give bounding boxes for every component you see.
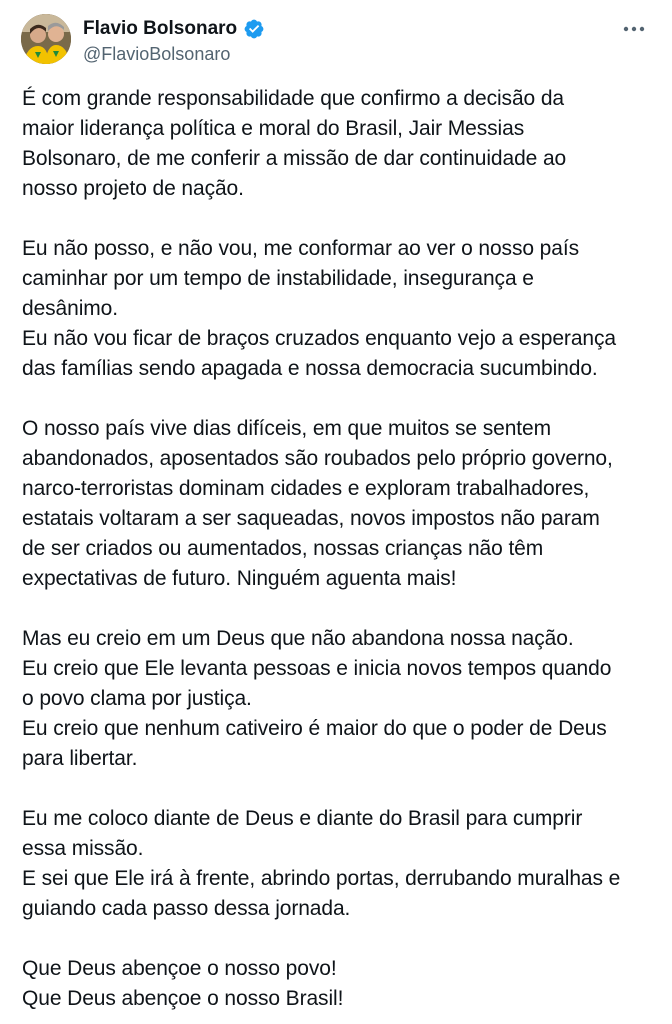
tweet-paragraph [22, 84, 654, 204]
tweet-paragraph [22, 954, 654, 1014]
tweet-line: maior liderança política e moral do Brasil, Jair Messias [22, 117, 525, 140]
tweet-paragraph [22, 624, 654, 774]
tweet-line: desânimo. [22, 297, 118, 320]
tweet-line: Bolsonaro, de me conferir a missão de dar continuidade ao [22, 147, 567, 170]
user-handle[interactable]: @FlavioBolsonaro [83, 44, 231, 64]
tweet-line: essa missão. [22, 837, 144, 860]
tweet-line: das famílias sendo apagada e nossa democracia sucumbindo. [22, 357, 598, 380]
tweet-line: para libertar. [22, 747, 138, 770]
tweet-line: Que Deus abençoe o nosso Brasil! [22, 987, 344, 1010]
tweet-line: caminhar por um tempo de instabilidade, insegurança e [22, 267, 534, 290]
tweet-line: Eu não vou ficar de braços cruzados enquanto vejo a esperança [22, 327, 616, 350]
more-options-button[interactable] [617, 18, 651, 40]
tweet-line: nosso projeto de nação. [22, 177, 244, 200]
tweet-line: expectativas de futuro. Ninguém aguenta mais! [22, 567, 457, 590]
tweet-line: guiando cada passo dessa jornada. [22, 897, 351, 920]
tweet-paragraph [22, 804, 654, 924]
tweet-line: E sei que Ele irá à frente, abrindo portas, derrubando muralhas e [22, 867, 621, 890]
display-name[interactable]: Flavio Bolsonaro [83, 18, 238, 39]
tweet-line: É com grande responsabilidade que confirmo a decisão da [22, 87, 565, 110]
tweet-line: estatais voltaram a ser saqueadas, novos impostos não param [22, 507, 600, 530]
tweet-line: de ser criados ou aumentados, nossas crianças não têm [22, 537, 544, 560]
more-options-icon [623, 26, 645, 32]
tweet-line: Eu creio que Ele levanta pessoas e inicia novos tempos quando [22, 657, 612, 680]
paragraph-gap [22, 774, 654, 804]
avatar[interactable] [21, 14, 71, 64]
tweet-header [21, 14, 651, 66]
tweet-text [22, 84, 654, 1014]
tweet-line: Que Deus abençoe o nosso povo! [22, 957, 337, 980]
paragraph-gap [22, 594, 654, 624]
tweet-line: O nosso país vive dias difíceis, em que muitos se sentem [22, 417, 551, 440]
tweet-paragraph [22, 414, 654, 594]
verified-badge-icon [243, 18, 265, 40]
tweet-line: Eu não posso, e não vou, me conformar ao ver o nosso país [22, 237, 579, 260]
paragraph-gap [22, 384, 654, 414]
tweet-line: Eu creio que nenhum cativeiro é maior do que o poder de Deus [22, 717, 607, 740]
tweet-paragraph [22, 234, 654, 384]
tweet-line: abandonados, aposentados são roubados pelo próprio governo, [22, 447, 613, 470]
paragraph-gap [22, 204, 654, 234]
tweet-line: narco-terroristas dominam cidades e exploram trabalhadores, [22, 477, 590, 500]
avatar-photo-icon [21, 14, 71, 64]
paragraph-gap [22, 924, 654, 954]
tweet-line: Eu me coloco diante de Deus e diante do Brasil para cumprir [22, 807, 583, 830]
tweet-line: Mas eu creio em um Deus que não abandona nossa nação. [22, 627, 574, 650]
tweet-line: o povo clama por justiça. [22, 687, 252, 710]
